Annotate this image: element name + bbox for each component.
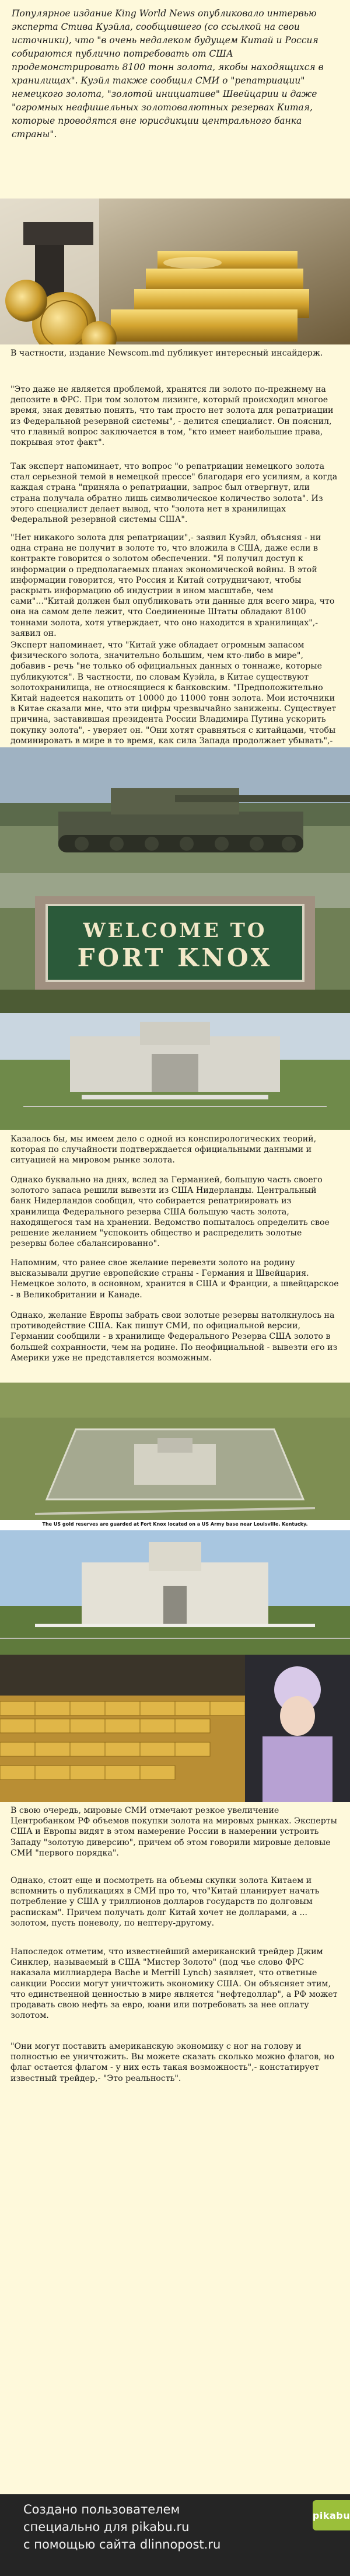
footer-banner (0, 2494, 350, 2576)
paragraph-1: В частности, издание Newscom.md публикует интересный инсайдерж. (10, 349, 323, 358)
paragraph-5: Эксперт напоминает, что "Китай уже обладает огромным запасом физического золота, значительно большим, чем кто-либо в мире", добавив - речь "не только об официальных данных о тоннаже, которые публикуются". В частности, по словам Куэйла, в Китае существуют золотохранилища, не относящиеся к банковским. "Предположительно Китай надеется накопить от 10000 до 11000 тонн золота. Мои источники в Китае сказали мне, что эти цифры чрезвычайно занижены. Существует причина, заставившая президента России Владимира Путина ускорить покупку золота", - уверяет он. "Они хотят сравняться с китайцами, чтобы доминировать в мире в то время, как сила Запада продолжает убывать",- (10, 640, 337, 746)
paragraph-11: Однако, стоит еще и посмотреть на объемы скупки золота Китаем и вспомнить о публикациях в СМИ про то, что"Китай планирует начать потребление у США у триллионов долларов государств по долговым распискам". Причем получать долг Китай хочет не долларами, а ... золотом, пусть поневолу, по нептеру-другому. (10, 1876, 320, 1928)
paragraph-10: В свою очередь, мировые СМИ отмечают резкое увеличение Центробанком РФ объемов покупки золота на мировых рынках. Эксперты США и Европы видят в этом намерение России в намерении устроить Западу "золотую диверсию", причем об этом говорили мировые деловые СМИ "первого порядка". (10, 1806, 337, 1858)
fort-knox-sign-image (0, 873, 350, 1013)
paragraph-7: Однако буквально на днях, вслед за Германией, большую часть своего золотого запаса решили вывезти из США Нидерланды. Центральный банк Нидерландов сообщил, что собирается репатриировать из хранилища Федерального резерва США большую часть золота, находящегося там на хранении. Ведомство попыталось определить свое решение желанием "успокоить общество и распределить золотые резервы более сбалансированно". (10, 1175, 330, 1249)
paragraph-3: Так эксперт напоминает, что вопрос "о репатриации немецкого золота стал серьезной темой в немецкой прессе" благодаря его усилиям, а когда каждая страна "приняла о репатриации, запрос был отвергнут, или страна получала обратно лишь символическое количество золота". Из этого специалист делает вывод, что "золота нет в хранилищах Федеральной резервной системы США". (10, 462, 338, 525)
footer-line-3[interactable]: с помощью сайта dlinnopost.ru (23, 2537, 221, 2551)
image-caption: The US gold reserves are guarded at Fort Knox located on a US Army base near Louisville, Kentucky. (0, 1520, 350, 1532)
pikabu-logo[interactable]: pikabu (313, 2500, 350, 2530)
footer-line-2: специально для pikabu.ru (23, 2520, 190, 2534)
vault-building-image (0, 1530, 350, 1655)
sign-fort-knox: FORT KNOX (77, 944, 273, 972)
gold-bars-image (0, 199, 350, 344)
lead-paragraph: Популярное издание King World News опубликовало интервью эксперта Стива Куэйла, сообщившего (со ссылкой на свои источники), что "в очень недалеком будущем Китай и Россия собираются публично потребовать от США продемонстрировать 8100 тонн золота, якобы находящихся в хранилищах". Куэйл также сообщил СМИ о "репатриации" немецкого золота, "золотой инициативе" Швейцарии и даже "огромных неафишельных золотовалютных резервах Китая, которые проводятся вне юрисдикции центрального банка страны". (12, 8, 324, 140)
fort-knox-building-image (0, 1013, 350, 1130)
aerial-fort-knox-image (0, 1383, 350, 1520)
paragraph-8: Напомним, что ранее свое желание перевезти золото на родину высказывали другие европейские страны - Германия и Швейцария. Немецкое золото, в основном, хранится в США и Франции, а швейцарское - в Великобритании и Канаде. (10, 1258, 339, 1300)
tank-image (0, 747, 350, 873)
paragraph-12: Напоследок отметим, что известнейший американский трейдер Джим Синклер, называемый в США "Мистер Золото" (под чье слово ФРС наказала миллиардера Bache и Merrill Lynch) заявляет, что ответные санкции России могут уничтожить экономику США. Он объясняет этим, что единственной ценностью в мире является "нефтедоллар", а РФ может продавать свою нефть за евро, юани или потребовать за нее оплату золотом. (10, 1947, 338, 2021)
sign-welcome: WELCOME TO (83, 919, 267, 942)
footer-line-1: Создано пользователем (23, 2502, 180, 2516)
paragraph-9: Однако, желание Европы забрать свои золотые резервы натолкнулось на противодействие США. Как пишут СМИ, по официальной версии, Германии сообщили - в хранилище Федерального Резерва США золото в большей сохранности, чем на родине. По неофициальной - вывезти его из Америки уже не представляется возможным. (10, 1311, 338, 1363)
paragraph-13: "Они могут поставить американскую экономику с ног на голову и полностью ее уничтожить. Вы можете сказать сколько можно флагов, но флаг остается флагом - у них есть такая возможность",- констатирует известный трейдер,- "Это реальность". (10, 2042, 335, 2083)
paragraph-4: "Нет никакого золота для репатриации",- заявил Куэйл, объясняя - ни одна страна не получит в золоте то, что вложила в США, даже если в контракте говорится о золотом обеспечении. "Я получил доступ к информации о предполагаемых планах экономической войны. В этой информации говорится, что Россия и Китай сотрудничают, чтобы раскрыть информацию об индустрии в ином масштабе, чем сами"..."Китай должен был опубликовать эти данные для всего мира, что она на самом деле лежит, что Соединенные Штаты обладают 8100 тоннами золота, хотя утверждает, что оно находится в хранилищах",- заявил он. (10, 533, 335, 638)
paragraph-2: "Это даже не является проблемой, хранятся ли золото по-прежнему на депозите в ФРС. При том золотом лизинге, который происходил многое время, зная девятью понять, что там просто нет золота для репатриации из Федеральной резервной системы", - делится специалист. Он пояснил, что главный вопрос заключается в том, "кто имеет наибольшие права, покрывая этот факт". (10, 385, 334, 448)
paragraph-6: Казалось бы, мы имеем дело с одной из конспирологических теорий, которая по случайности подтверждается официальными данными и ситуацией на мировом рынке золота. (10, 1134, 317, 1165)
gold-vault-image (0, 1655, 350, 1802)
